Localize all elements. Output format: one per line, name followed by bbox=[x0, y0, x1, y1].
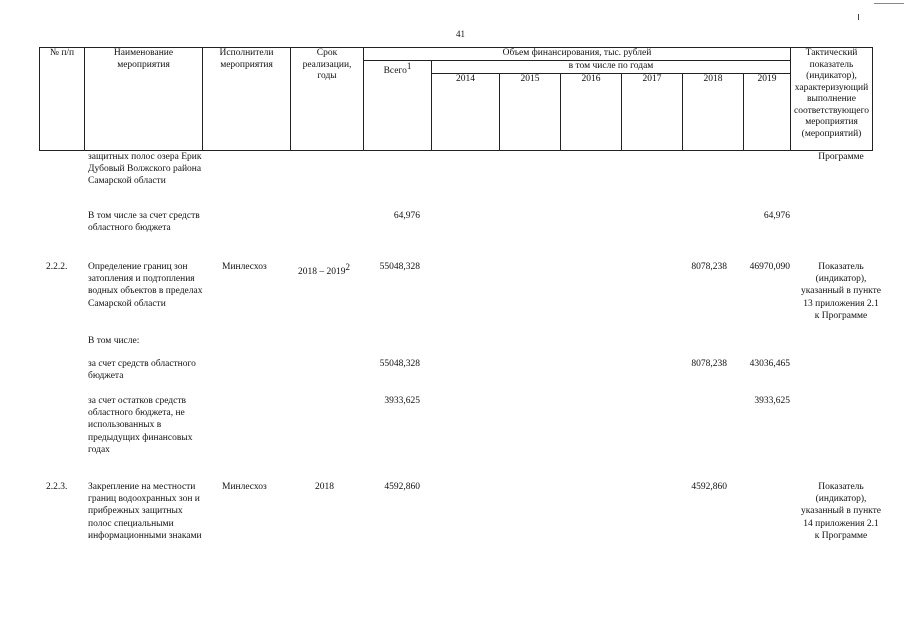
row-name: за счет остатков средств областного бюджета, не использованных в предыдущих финансовых годах bbox=[88, 396, 193, 455]
row-2018: 4592,860 bbox=[691, 482, 727, 492]
row-name: Закрепление на местности границ водоохранных зон и прибрежных защитных полос специальными информационными знаками bbox=[88, 482, 202, 541]
row-term: 2018 bbox=[315, 482, 334, 492]
header-name: Наименование мероприятия bbox=[85, 48, 203, 151]
row-2019: 43036,465 bbox=[749, 359, 790, 369]
header-total-footnote: 1 bbox=[406, 61, 412, 71]
header-year: 2014 bbox=[432, 74, 500, 151]
row-indicator: Показатель (индикатор), указанный в пункте 14 приложения 2.1 к Программе bbox=[800, 482, 882, 541]
row-total: 4592,860 bbox=[384, 482, 420, 492]
row-name: защитных полос озера Ерик Дубовый Волжского района Самарской области bbox=[88, 152, 202, 187]
row-number: 2.2.2. bbox=[46, 262, 68, 272]
row-subheading: В том числе: bbox=[88, 336, 140, 346]
header-year: 2019 bbox=[744, 74, 791, 151]
header-indicator: Тактический показатель (индикатор), характеризующий выполнение соответствующего мероприятия (мероприятий) bbox=[791, 48, 873, 151]
row-2019: 64,976 bbox=[763, 211, 790, 221]
row-executor: Минлесхоз bbox=[222, 482, 267, 492]
row-name: В том числе за счет средств областного бюджета bbox=[88, 211, 200, 234]
header-total bbox=[364, 61, 432, 151]
row-2018: 8078,238 bbox=[691, 359, 727, 369]
header-financing: Объем финансирования, тыс. рублей bbox=[364, 48, 791, 61]
row-total: 64,976 bbox=[393, 211, 420, 221]
row-term-footnote: 2 bbox=[345, 262, 350, 272]
row-indicator: Программе bbox=[818, 152, 864, 162]
header-num: № п/п bbox=[40, 48, 85, 151]
header-total-label: Всего bbox=[383, 66, 407, 77]
row-2018: 8078,238 bbox=[691, 262, 727, 272]
header-year: 2015 bbox=[500, 74, 561, 151]
header-year: 2017 bbox=[622, 74, 683, 151]
row-total: 3933,625 bbox=[384, 396, 420, 406]
row-2019: 3933,625 bbox=[754, 396, 790, 406]
row-number: 2.2.3. bbox=[46, 482, 68, 492]
row-indicator: Показатель (индикатор), указанный в пункте 13 приложения 2.1 к Программе bbox=[800, 262, 882, 321]
header-executors: Исполнители мероприятия bbox=[203, 48, 291, 151]
header-year: 2018 bbox=[683, 74, 744, 151]
row-term-years: 2018 – 2019 bbox=[298, 267, 346, 278]
row-total: 55048,328 bbox=[379, 359, 420, 369]
scan-mark bbox=[874, 3, 904, 4]
row-2019: 46970,090 bbox=[749, 262, 790, 272]
page-number: 41 bbox=[456, 29, 465, 39]
header-by-years: в том числе по годам bbox=[432, 61, 791, 74]
row-name: Определение границ зон затопления и подтопления водных объектов в пределах Самарской области bbox=[88, 262, 203, 309]
row-total: 55048,328 bbox=[379, 262, 420, 272]
row-executor: Минлесхоз bbox=[222, 262, 267, 272]
header-term: Срок реализации, годы bbox=[291, 48, 364, 151]
row-name: за счет средств областного бюджета bbox=[88, 359, 196, 382]
financing-table-header bbox=[39, 47, 873, 151]
header-year: 2016 bbox=[561, 74, 622, 151]
row-term bbox=[298, 261, 350, 278]
scan-mark bbox=[858, 14, 859, 20]
